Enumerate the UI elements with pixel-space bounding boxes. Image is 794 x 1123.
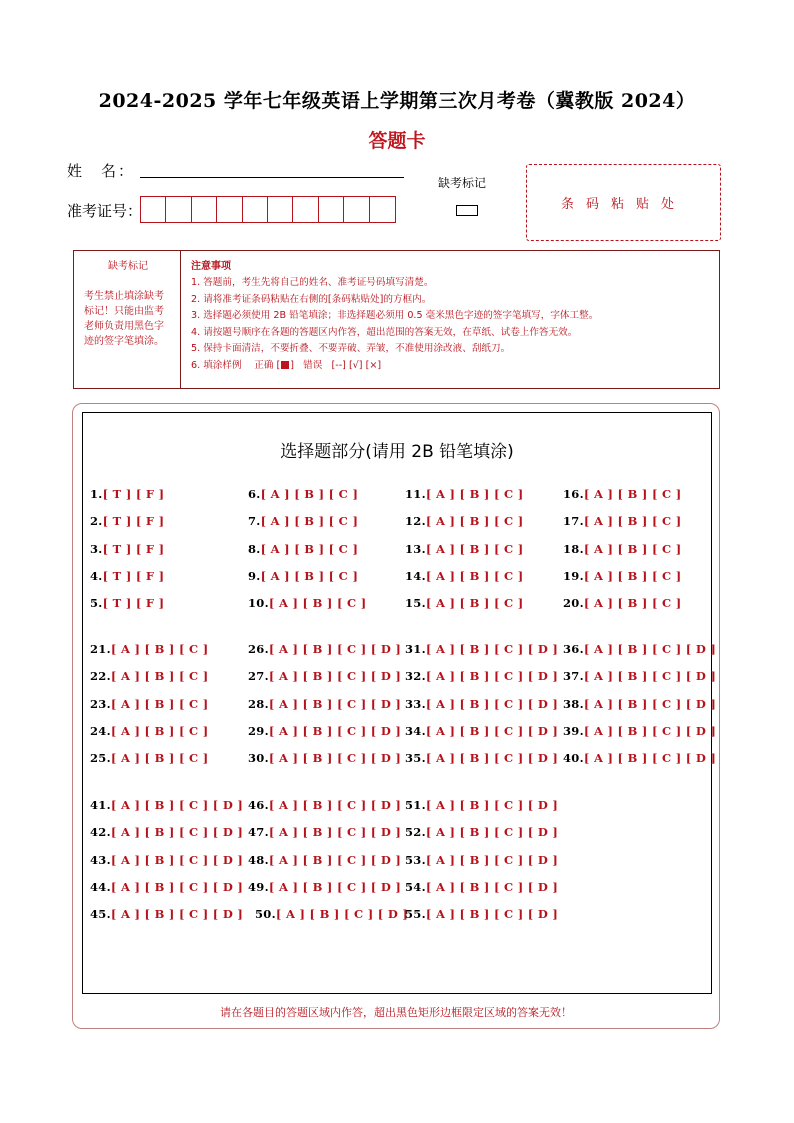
question-40: [563, 751, 716, 765]
question-number: 40.: [563, 751, 584, 766]
question-number: 37.: [563, 669, 584, 684]
answer-options[interactable]: [ A ] [ B ] [ C ]: [268, 596, 367, 611]
answer-options[interactable]: [ A ] [ B ] [ C ] [ D ]: [110, 825, 244, 840]
question-number: 7.: [248, 514, 261, 529]
question-number: 15.: [405, 596, 426, 611]
absent-mark-label: 缺考标记: [438, 176, 487, 190]
answer-options[interactable]: [ A ] [ B ] [ C ]: [425, 487, 524, 501]
question-17: [563, 514, 682, 528]
answer-options[interactable]: [ T ] [ F ]: [102, 541, 165, 556]
question-number: 30.: [248, 751, 269, 766]
page-subtitle: 答题卡: [368, 130, 426, 152]
question-number: 1.: [90, 487, 103, 501]
answer-options[interactable]: [ A ] [ B ] [ C ]: [110, 642, 209, 656]
answer-options[interactable]: [ A ] [ B ] [ C ] [ D ]: [275, 907, 409, 922]
notice-item: 3. 选择题必须使用 2B 铅笔填涂；非选择题必须用 0.5 毫米黑色字迹的签字笔填写，字体工整。: [191, 310, 599, 322]
question-16: [563, 487, 682, 501]
question-number: 17.: [563, 514, 584, 529]
exam-id-digit-box[interactable]: [192, 197, 217, 222]
question-number: 27.: [248, 669, 269, 684]
question-28: [248, 697, 401, 711]
question-number: 5.: [90, 596, 103, 611]
question-36: [563, 642, 716, 656]
question-8: [248, 542, 358, 556]
answer-options[interactable]: [ T ] [ F ]: [102, 514, 165, 529]
question-9: [248, 569, 358, 583]
question-number: 42.: [90, 825, 111, 840]
sample-correct-mark: [ ]: [276, 359, 294, 371]
question-number: 10.: [248, 596, 269, 611]
answer-options[interactable]: [ A ] [ B ] [ C ]: [583, 541, 682, 556]
question-number: 4.: [90, 568, 103, 583]
question-number: 43.: [90, 852, 111, 867]
answer-options[interactable]: [ A ] [ B ] [ C ] [ D ]: [425, 751, 559, 766]
question-number: 21.: [90, 642, 111, 656]
notice-panel: [73, 250, 720, 389]
question-number: 8.: [248, 541, 261, 556]
answer-options[interactable]: [ A ] [ B ] [ C ]: [425, 568, 524, 583]
exam-id-digit-box[interactable]: [344, 197, 369, 222]
answer-options[interactable]: [ A ] [ B ] [ C ] [ D ]: [425, 852, 559, 867]
notice-title: 注意事项: [191, 261, 231, 272]
question-10: [248, 596, 367, 610]
name-label: 姓 名：: [67, 162, 136, 180]
answer-options[interactable]: [ A ] [ B ] [ C ] [ D ]: [425, 798, 559, 812]
question-27: [248, 669, 401, 683]
question-13: [405, 542, 524, 556]
answer-options[interactable]: [ A ] [ B ] [ C ] [ D ]: [268, 669, 402, 684]
answer-options[interactable]: [ A ] [ B ] [ C ]: [583, 596, 682, 611]
exam-id-boxes[interactable]: [140, 196, 396, 223]
question-number: 22.: [90, 669, 111, 684]
exam-id-digit-box[interactable]: [166, 197, 191, 222]
question-number: 12.: [405, 514, 426, 529]
question-4: [90, 569, 164, 583]
exam-id-digit-box[interactable]: [319, 197, 344, 222]
answer-options[interactable]: [ A ] [ B ] [ C ] [ D ]: [583, 642, 717, 656]
absent-instructions-text: 考生禁止填涂缺考标记！只能由监考老师负责用黑色字迹的签字笔填涂。: [84, 291, 164, 347]
question-33: [405, 697, 558, 711]
answer-options[interactable]: [ A ] [ B ] [ C ] [ D ]: [425, 907, 559, 922]
question-number: 35.: [405, 751, 426, 766]
question-42: [90, 825, 243, 839]
question-19: [563, 569, 682, 583]
answer-options[interactable]: [ A ] [ B ] [ C ] [ D ]: [583, 696, 717, 711]
answer-options[interactable]: [ T ] [ F ]: [102, 568, 165, 583]
question-number: 45.: [90, 907, 111, 922]
answer-options[interactable]: [ A ] [ B ] [ C ] [ D ]: [110, 879, 244, 894]
answer-options[interactable]: [ A ] [ B ] [ C ] [ D ]: [425, 879, 559, 894]
exam-id-label: 准考证号：: [67, 202, 143, 220]
question-number: 54.: [405, 879, 426, 894]
question-number: 39.: [563, 723, 584, 738]
answer-options[interactable]: [ A ] [ B ] [ C ]: [110, 723, 209, 738]
question-20: [563, 596, 682, 610]
sample-wrong-label: 错误: [303, 359, 323, 371]
question-number: 41.: [90, 798, 111, 812]
question-39: [563, 724, 716, 738]
exam-id-digit-box[interactable]: [293, 197, 318, 222]
question-number: 18.: [563, 541, 584, 556]
answer-options[interactable]: [ A ] [ B ] [ C ] [ D ]: [110, 907, 244, 922]
question-47: [248, 825, 401, 839]
question-49: [248, 880, 401, 894]
answer-options[interactable]: [ A ] [ B ] [ C ] [ D ]: [268, 723, 402, 738]
sample-wrong-marks: [--] [√] [×]: [331, 359, 382, 371]
notice-item-sample: [191, 358, 711, 375]
question-31: [405, 642, 558, 656]
question-number: 3.: [90, 541, 103, 556]
question-number: 38.: [563, 696, 584, 711]
notice-item: 1. 答题前，考生先将自己的姓名、准考证号码填写清楚。: [191, 277, 434, 288]
question-number: 9.: [248, 568, 261, 583]
question-50: [255, 907, 408, 921]
question-22: [90, 669, 209, 683]
exam-id-digit-box[interactable]: [141, 197, 166, 222]
question-53: [405, 853, 558, 867]
question-38: [563, 697, 716, 711]
answer-options[interactable]: [ A ] [ B ] [ C ] [ D ]: [268, 642, 402, 656]
question-number: 31.: [405, 642, 426, 656]
answer-options[interactable]: [ A ] [ B ] [ C ] [ D ]: [425, 669, 559, 684]
question-number: 33.: [405, 696, 426, 711]
barcode-area: [526, 164, 721, 241]
question-number: 34.: [405, 723, 426, 738]
question-45: [90, 907, 243, 921]
question-number: 53.: [405, 852, 426, 867]
question-2: [90, 514, 164, 528]
question-number: 28.: [248, 696, 269, 711]
answer-options[interactable]: [ A ] [ B ] [ C ] [ D ]: [583, 751, 717, 766]
question-number: 2.: [90, 514, 103, 529]
exam-id-digit-box[interactable]: [243, 197, 268, 222]
question-23: [90, 697, 209, 711]
absent-mark-box[interactable]: [456, 205, 478, 216]
section-title: 选择题部分(请用 2B 铅笔填涂): [280, 442, 514, 462]
filled-square-icon: [281, 361, 289, 369]
question-number: 46.: [248, 798, 269, 812]
question-number: 32.: [405, 669, 426, 684]
answer-options[interactable]: [ A ] [ B ] [ C ] [ D ]: [268, 751, 402, 766]
answer-options[interactable]: [ A ] [ B ] [ C ]: [110, 696, 209, 711]
question-11: [405, 487, 524, 501]
question-number: 48.: [248, 852, 269, 867]
answer-options[interactable]: [ A ] [ B ] [ C ] [ D ]: [268, 798, 402, 812]
absent-instructions-title: 缺考标记: [108, 261, 148, 272]
question-number: 19.: [563, 568, 584, 583]
question-54: [405, 880, 558, 894]
question-7: [248, 514, 358, 528]
question-number: 23.: [90, 696, 111, 711]
question-55: [405, 907, 558, 921]
answer-options[interactable]: [ T ] [ F ]: [102, 596, 165, 611]
question-24: [90, 724, 209, 738]
exam-id-digit-box[interactable]: [268, 197, 293, 222]
question-number: 16.: [563, 487, 584, 501]
question-51: [405, 798, 558, 812]
answer-options[interactable]: [ A ] [ B ] [ C ] [ D ]: [425, 696, 559, 711]
question-15: [405, 596, 524, 610]
notice-list: [181, 251, 719, 388]
question-14: [405, 569, 524, 583]
answer-options[interactable]: [ T ] [ F ]: [102, 487, 165, 501]
question-43: [90, 853, 243, 867]
answer-options[interactable]: [ A ] [ B ] [ C ]: [110, 751, 209, 766]
question-41: [90, 798, 243, 812]
question-number: 55.: [405, 907, 426, 922]
answer-options[interactable]: [ A ] [ B ] [ C ]: [260, 514, 359, 529]
answer-options[interactable]: [ A ] [ B ] [ C ]: [425, 514, 524, 529]
answer-options[interactable]: [ A ] [ B ] [ C ] [ D ]: [268, 879, 402, 894]
answer-options[interactable]: [ A ] [ B ] [ C ] [ D ]: [268, 696, 402, 711]
question-1: [90, 487, 164, 501]
question-number: 51.: [405, 798, 426, 812]
question-number: 6.: [248, 487, 261, 501]
question-46: [248, 798, 401, 812]
answer-options[interactable]: [ A ] [ B ] [ C ]: [260, 568, 359, 583]
answer-options[interactable]: [ A ] [ B ] [ C ] [ D ]: [110, 852, 244, 867]
question-34: [405, 724, 558, 738]
question-number: 50.: [255, 907, 276, 922]
name-input-line[interactable]: [140, 177, 404, 178]
question-32: [405, 669, 558, 683]
absent-instructions: [74, 251, 181, 388]
exam-id-digit-box[interactable]: [370, 197, 395, 222]
question-44: [90, 880, 243, 894]
question-number: 47.: [248, 825, 269, 840]
answer-options[interactable]: [ A ] [ B ] [ C ] [ D ]: [425, 642, 559, 656]
exam-id-digit-box[interactable]: [217, 197, 242, 222]
answer-options[interactable]: [ A ] [ B ] [ C ]: [425, 541, 524, 556]
sample-prefix: 6. 填涂样例 正确: [191, 359, 274, 371]
question-number: 25.: [90, 751, 111, 766]
question-number: 24.: [90, 723, 111, 738]
question-3: [90, 542, 164, 556]
answer-options[interactable]: [ A ] [ B ] [ C ] [ D ]: [583, 669, 717, 684]
barcode-label: 条码粘贴处: [560, 197, 686, 212]
answer-options[interactable]: [ A ] [ B ] [ C ]: [260, 487, 359, 501]
answer-options[interactable]: [ A ] [ B ] [ C ]: [583, 514, 682, 529]
question-number: 11.: [405, 487, 426, 501]
question-number: 52.: [405, 825, 426, 840]
question-30: [248, 751, 401, 765]
question-number: 44.: [90, 879, 111, 894]
question-37: [563, 669, 716, 683]
question-number: 13.: [405, 541, 426, 556]
answer-options[interactable]: [ A ] [ B ] [ C ] [ D ]: [425, 723, 559, 738]
question-6: [248, 487, 358, 501]
answer-options[interactable]: [ A ] [ B ] [ C ]: [425, 596, 524, 611]
question-number: 36.: [563, 642, 584, 656]
question-number: 26.: [248, 642, 269, 656]
question-number: 20.: [563, 596, 584, 611]
answer-options[interactable]: [ A ] [ B ] [ C ]: [260, 541, 359, 556]
answer-options[interactable]: [ A ] [ B ] [ C ] [ D ]: [583, 723, 717, 738]
question-number: 49.: [248, 879, 269, 894]
question-18: [563, 542, 682, 556]
answer-options[interactable]: [ A ] [ B ] [ C ]: [110, 669, 209, 684]
notice-item: 2. 请将准考证条码粘贴在右侧的[条码粘贴处]的方框内。: [191, 293, 432, 305]
notice-item: 5. 保持卡面清洁，不要折叠、不要弄破、弄皱，不准使用涂改液、刮纸刀。: [191, 343, 511, 355]
answer-options[interactable]: [ A ] [ B ] [ C ] [ D ]: [268, 825, 402, 840]
notice-item: 4. 请按题号顺序在各题的答题区内作答，超出范围的答案无效，在草纸、试卷上作答无效。: [191, 326, 578, 338]
question-26: [248, 642, 401, 656]
footer-note: 请在各题目的答题区域内作答，超出黑色矩形边框限定区域的答案无效！: [220, 1006, 572, 1019]
question-35: [405, 751, 558, 765]
question-number: 14.: [405, 568, 426, 583]
question-5: [90, 596, 164, 610]
question-25: [90, 751, 209, 765]
answer-options[interactable]: [ A ] [ B ] [ C ] [ D ]: [110, 798, 244, 812]
page-title: 2024-2025 学年七年级英语上学期第三次月考卷（冀教版 2024）: [98, 90, 696, 112]
answer-options[interactable]: [ A ] [ B ] [ C ]: [583, 487, 682, 501]
question-29: [248, 724, 401, 738]
question-number: 29.: [248, 723, 269, 738]
question-12: [405, 514, 524, 528]
question-21: [90, 642, 209, 656]
answer-options[interactable]: [ A ] [ B ] [ C ] [ D ]: [268, 852, 402, 867]
answer-options[interactable]: [ A ] [ B ] [ C ]: [583, 568, 682, 583]
answer-options[interactable]: [ A ] [ B ] [ C ] [ D ]: [425, 825, 559, 840]
question-48: [248, 853, 401, 867]
question-52: [405, 825, 558, 839]
